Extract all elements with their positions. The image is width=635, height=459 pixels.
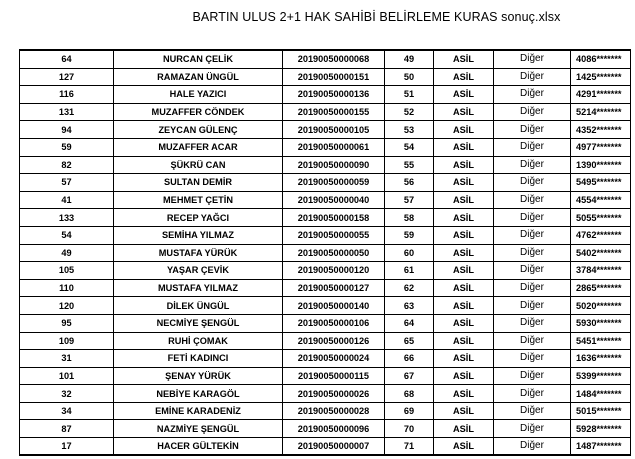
cell-tc-kimlik: 1487*******	[571, 438, 631, 456]
cell-kategori: Diğer	[494, 402, 571, 420]
cell-basvuru-no: 20190050000136	[283, 86, 385, 104]
cell-kategori: Diğer	[494, 297, 571, 315]
cell-basvuru-no: 20190050000158	[283, 209, 385, 227]
cell-sira-no: 127	[20, 68, 114, 86]
cell-basvuru-no: 20190050000050	[283, 244, 385, 262]
cell-durum: ASİL	[434, 209, 494, 227]
cell-basvuru-no: 20190050000126	[283, 332, 385, 350]
cell-durum: ASİL	[434, 438, 494, 456]
cell-durum: ASİL	[434, 314, 494, 332]
cell-durum: ASİL	[434, 402, 494, 420]
table-row	[20, 314, 631, 332]
cell-sira-no: 95	[20, 314, 114, 332]
table-row	[20, 332, 631, 350]
cell-durum: ASİL	[434, 297, 494, 315]
cell-kura-sira: 53	[385, 121, 434, 139]
cell-basvuru-no: 20190050000007	[283, 438, 385, 456]
cell-tc-kimlik: 3784*******	[571, 262, 631, 280]
table-row	[20, 156, 631, 174]
cell-durum: ASİL	[434, 385, 494, 403]
cell-kategori: Diğer	[494, 438, 571, 456]
cell-ad-soyad: NECMİYE ŞENGÜL	[114, 314, 283, 332]
cell-kategori: Diğer	[494, 50, 571, 68]
table-row	[20, 121, 631, 139]
cell-sira-no: 131	[20, 103, 114, 121]
cell-kategori: Diğer	[494, 68, 571, 86]
cell-basvuru-no: 20190050000140	[283, 297, 385, 315]
cell-sira-no: 59	[20, 138, 114, 156]
cell-basvuru-no: 20190050000090	[283, 156, 385, 174]
table-row	[20, 402, 631, 420]
cell-sira-no: 34	[20, 402, 114, 420]
cell-durum: ASİL	[434, 367, 494, 385]
cell-tc-kimlik: 4086*******	[571, 50, 631, 68]
cell-kategori: Diğer	[494, 138, 571, 156]
table-row	[20, 297, 631, 315]
cell-tc-kimlik: 1484*******	[571, 385, 631, 403]
cell-kategori: Diğer	[494, 262, 571, 280]
cell-sira-no: 120	[20, 297, 114, 315]
cell-kura-sira: 52	[385, 103, 434, 121]
cell-ad-soyad: SULTAN DEMİR	[114, 174, 283, 192]
cell-sira-no: 109	[20, 332, 114, 350]
cell-tc-kimlik: 2865*******	[571, 279, 631, 297]
cell-durum: ASİL	[434, 86, 494, 104]
results-table	[19, 49, 631, 456]
table-row	[20, 68, 631, 86]
table-row	[20, 367, 631, 385]
cell-ad-soyad: MUSTAFA YILMAZ	[114, 279, 283, 297]
table-row	[20, 279, 631, 297]
table-row	[20, 262, 631, 280]
cell-durum: ASİL	[434, 156, 494, 174]
cell-tc-kimlik: 5930*******	[571, 314, 631, 332]
cell-basvuru-no: 20190050000105	[283, 121, 385, 139]
cell-basvuru-no: 20190050000155	[283, 103, 385, 121]
cell-kategori: Diğer	[494, 385, 571, 403]
cell-ad-soyad: ZEYCAN GÜLENÇ	[114, 121, 283, 139]
cell-durum: ASİL	[434, 138, 494, 156]
table-row	[20, 103, 631, 121]
cell-kategori: Diğer	[494, 121, 571, 139]
cell-durum: ASİL	[434, 174, 494, 192]
cell-kategori: Diğer	[494, 191, 571, 209]
cell-ad-soyad: MEHMET ÇETİN	[114, 191, 283, 209]
cell-durum: ASİL	[434, 350, 494, 368]
cell-basvuru-no: 20190050000061	[283, 138, 385, 156]
cell-ad-soyad: ŞENAY YÜRÜK	[114, 367, 283, 385]
cell-basvuru-no: 20190050000059	[283, 174, 385, 192]
cell-basvuru-no: 20190050000120	[283, 262, 385, 280]
cell-kura-sira: 50	[385, 68, 434, 86]
cell-ad-soyad: DİLEK ÜNGÜL	[114, 297, 283, 315]
cell-kategori: Diğer	[494, 332, 571, 350]
cell-ad-soyad: YAŞAR ÇEVİK	[114, 262, 283, 280]
cell-kura-sira: 58	[385, 209, 434, 227]
cell-tc-kimlik: 1390*******	[571, 156, 631, 174]
cell-durum: ASİL	[434, 262, 494, 280]
table-body	[20, 50, 631, 455]
cell-sira-no: 87	[20, 420, 114, 438]
cell-kura-sira: 68	[385, 385, 434, 403]
cell-tc-kimlik: 1636*******	[571, 350, 631, 368]
cell-ad-soyad: NURCAN ÇELİK	[114, 50, 283, 68]
cell-tc-kimlik: 5399*******	[571, 367, 631, 385]
cell-kura-sira: 64	[385, 314, 434, 332]
cell-ad-soyad: MUSTAFA YÜRÜK	[114, 244, 283, 262]
cell-tc-kimlik: 4291*******	[571, 86, 631, 104]
cell-sira-no: 31	[20, 350, 114, 368]
cell-sira-no: 133	[20, 209, 114, 227]
cell-sira-no: 64	[20, 50, 114, 68]
cell-kategori: Diğer	[494, 314, 571, 332]
cell-sira-no: 101	[20, 367, 114, 385]
cell-kategori: Diğer	[494, 209, 571, 227]
cell-kura-sira: 60	[385, 244, 434, 262]
cell-kura-sira: 62	[385, 279, 434, 297]
cell-kura-sira: 61	[385, 262, 434, 280]
cell-kura-sira: 59	[385, 226, 434, 244]
table-row	[20, 138, 631, 156]
cell-ad-soyad: SEMİHA YILMAZ	[114, 226, 283, 244]
cell-ad-soyad: HALE YAZICI	[114, 86, 283, 104]
cell-ad-soyad: MUZAFFER CÖNDEK	[114, 103, 283, 121]
cell-kura-sira: 56	[385, 174, 434, 192]
cell-durum: ASİL	[434, 68, 494, 86]
cell-basvuru-no: 20190050000028	[283, 402, 385, 420]
cell-tc-kimlik: 5214*******	[571, 103, 631, 121]
cell-sira-no: 54	[20, 226, 114, 244]
cell-basvuru-no: 20190050000026	[283, 385, 385, 403]
cell-basvuru-no: 20190050000055	[283, 226, 385, 244]
table-row	[20, 420, 631, 438]
cell-kategori: Diğer	[494, 103, 571, 121]
table-row	[20, 438, 631, 456]
cell-durum: ASİL	[434, 103, 494, 121]
cell-durum: ASİL	[434, 50, 494, 68]
cell-ad-soyad: ŞÜKRÜ CAN	[114, 156, 283, 174]
cell-sira-no: 41	[20, 191, 114, 209]
table-row	[20, 209, 631, 227]
cell-kura-sira: 71	[385, 438, 434, 456]
cell-kategori: Diğer	[494, 350, 571, 368]
cell-tc-kimlik: 4352*******	[571, 121, 631, 139]
cell-sira-no: 110	[20, 279, 114, 297]
document-title: BARTIN ULUS 2+1 HAK SAHİBİ BELİRLEME KURAS sonuç.xlsx	[192, 10, 561, 24]
cell-tc-kimlik: 5495*******	[571, 174, 631, 192]
cell-durum: ASİL	[434, 332, 494, 350]
cell-kategori: Diğer	[494, 420, 571, 438]
cell-basvuru-no: 20190050000106	[283, 314, 385, 332]
cell-sira-no: 105	[20, 262, 114, 280]
cell-tc-kimlik: 5402*******	[571, 244, 631, 262]
cell-kategori: Diğer	[494, 174, 571, 192]
cell-sira-no: 49	[20, 244, 114, 262]
table-row	[20, 244, 631, 262]
cell-sira-no: 82	[20, 156, 114, 174]
cell-ad-soyad: NEBİYE KARAGÖL	[114, 385, 283, 403]
cell-basvuru-no: 20190050000068	[283, 50, 385, 68]
cell-durum: ASİL	[434, 121, 494, 139]
cell-tc-kimlik: 5055*******	[571, 209, 631, 227]
cell-kura-sira: 54	[385, 138, 434, 156]
cell-kategori: Diğer	[494, 86, 571, 104]
cell-basvuru-no: 20190050000151	[283, 68, 385, 86]
cell-kategori: Diğer	[494, 244, 571, 262]
cell-ad-soyad: EMİNE KARADENİZ	[114, 402, 283, 420]
cell-kategori: Diğer	[494, 226, 571, 244]
cell-basvuru-no: 20190050000127	[283, 279, 385, 297]
cell-sira-no: 116	[20, 86, 114, 104]
cell-basvuru-no: 20190050000024	[283, 350, 385, 368]
cell-kura-sira: 70	[385, 420, 434, 438]
cell-sira-no: 94	[20, 121, 114, 139]
table-row	[20, 86, 631, 104]
cell-tc-kimlik: 5451*******	[571, 332, 631, 350]
cell-tc-kimlik: 4762*******	[571, 226, 631, 244]
cell-tc-kimlik: 1425*******	[571, 68, 631, 86]
cell-durum: ASİL	[434, 420, 494, 438]
cell-ad-soyad: RAMAZAN ÜNGÜL	[114, 68, 283, 86]
cell-sira-no: 57	[20, 174, 114, 192]
cell-ad-soyad: NAZMİYE ŞENGÜL	[114, 420, 283, 438]
cell-kura-sira: 67	[385, 367, 434, 385]
cell-kura-sira: 57	[385, 191, 434, 209]
cell-kategori: Diğer	[494, 156, 571, 174]
cell-ad-soyad: RECEP YAĞCI	[114, 209, 283, 227]
cell-kura-sira: 69	[385, 402, 434, 420]
cell-kura-sira: 55	[385, 156, 434, 174]
cell-kura-sira: 66	[385, 350, 434, 368]
cell-sira-no: 32	[20, 385, 114, 403]
cell-tc-kimlik: 5015*******	[571, 402, 631, 420]
cell-kura-sira: 49	[385, 50, 434, 68]
cell-ad-soyad: MUZAFFER ACAR	[114, 138, 283, 156]
cell-tc-kimlik: 5928*******	[571, 420, 631, 438]
cell-ad-soyad: FETİ KADINCI	[114, 350, 283, 368]
cell-tc-kimlik: 4977*******	[571, 138, 631, 156]
cell-sira-no: 17	[20, 438, 114, 456]
cell-basvuru-no: 20190050000096	[283, 420, 385, 438]
cell-kura-sira: 63	[385, 297, 434, 315]
table-row	[20, 174, 631, 192]
cell-durum: ASİL	[434, 191, 494, 209]
cell-durum: ASİL	[434, 244, 494, 262]
cell-kura-sira: 65	[385, 332, 434, 350]
cell-tc-kimlik: 5020*******	[571, 297, 631, 315]
cell-kura-sira: 51	[385, 86, 434, 104]
cell-basvuru-no: 20190050000040	[283, 191, 385, 209]
cell-durum: ASİL	[434, 279, 494, 297]
cell-basvuru-no: 20190050000115	[283, 367, 385, 385]
cell-kategori: Diğer	[494, 279, 571, 297]
table-row	[20, 50, 631, 68]
cell-tc-kimlik: 4554*******	[571, 191, 631, 209]
table-bottom-edge	[19, 454, 630, 459]
table-row	[20, 226, 631, 244]
table-row	[20, 385, 631, 403]
cell-ad-soyad: HACER GÜLTEKİN	[114, 438, 283, 456]
table-row	[20, 350, 631, 368]
cell-kategori: Diğer	[494, 367, 571, 385]
cell-ad-soyad: RUHİ ÇOMAK	[114, 332, 283, 350]
table-row	[20, 191, 631, 209]
cell-durum: ASİL	[434, 226, 494, 244]
